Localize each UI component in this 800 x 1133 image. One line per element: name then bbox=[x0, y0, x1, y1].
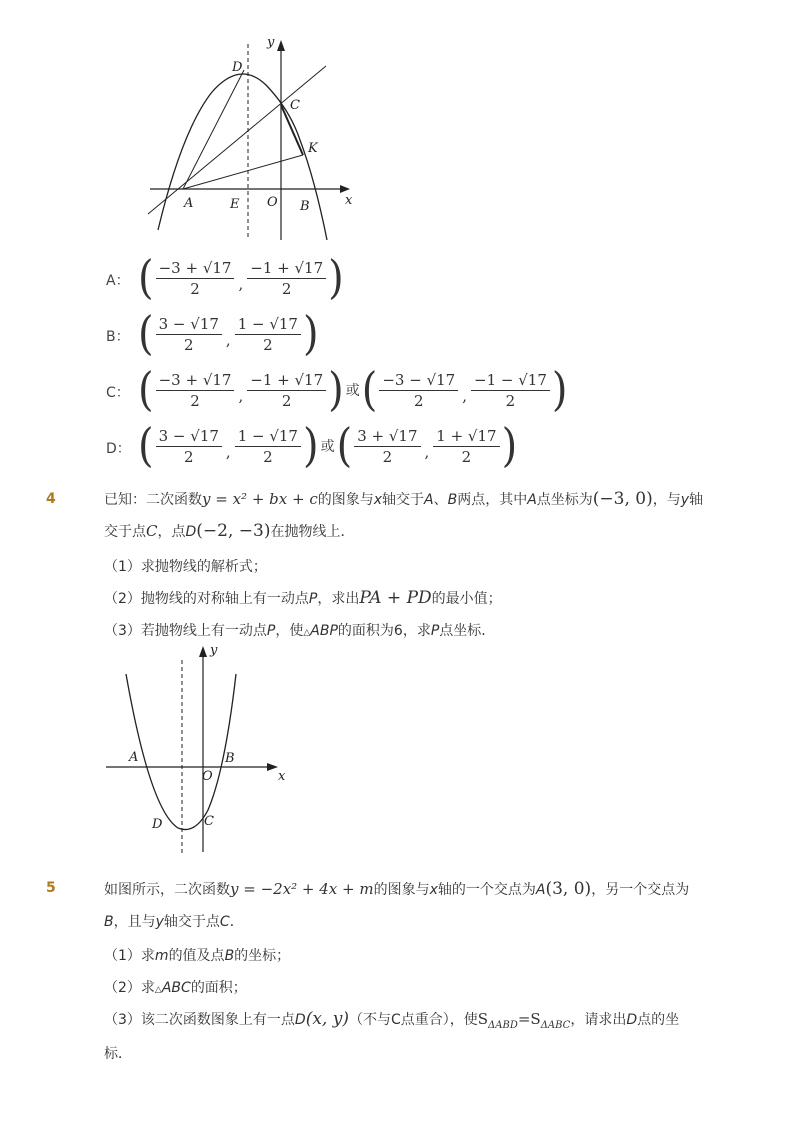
fraction-denominator: 2 bbox=[263, 335, 273, 354]
label-y: y bbox=[210, 643, 218, 658]
y-axis-arrow bbox=[199, 646, 207, 657]
or-text: 或 bbox=[345, 383, 360, 399]
label-b: B bbox=[300, 199, 310, 214]
question-5-number: 5 bbox=[46, 880, 56, 896]
label-o: O bbox=[202, 769, 213, 784]
fraction-denominator: 2 bbox=[263, 447, 273, 466]
option-d-value: ( $\frac{3 - √17}{2}$ , $\frac{1 - √17}{2}$ ) 或 ( $\frac{3 + √17}{2}$ , $\frac{1 + √17}{2}$ ) bbox=[138, 419, 518, 473]
label-k: K bbox=[308, 141, 318, 156]
parabola-curve bbox=[126, 674, 236, 830]
label-e: E bbox=[230, 197, 240, 212]
fraction-denominator: 2 bbox=[183, 447, 194, 466]
option-b-label[interactable]: B： bbox=[106, 329, 130, 345]
fraction-numerator: 3 + √17 bbox=[354, 427, 420, 447]
fraction-denominator: 2 bbox=[505, 391, 516, 410]
fraction-numerator: −3 + √17 bbox=[156, 371, 235, 391]
label-a: A bbox=[184, 196, 194, 211]
q4-line-1: 已知：二次函数y = x² + bx + c的图象与x轴交于A、B两点，其中A点坐标为(−3, 0)，与y轴 bbox=[104, 489, 704, 509]
or-text: 或 bbox=[320, 439, 335, 455]
fraction-numerator: 3 − √17 bbox=[156, 427, 222, 447]
option-b-value: ( $\frac{3 - √17}{2}$ , $\frac{1 - √17}{2}$ ) bbox=[138, 307, 319, 361]
x-axis-arrow bbox=[340, 185, 350, 193]
label-d: D bbox=[152, 817, 163, 832]
fraction-numerator: 1 + √17 bbox=[433, 427, 499, 447]
fraction-numerator: 3 − √17 bbox=[156, 315, 222, 335]
fraction-denominator: 2 bbox=[382, 447, 393, 466]
fraction-numerator: 1 − √17 bbox=[235, 427, 301, 447]
fraction-denominator: 2 bbox=[190, 279, 200, 298]
q5-part-3: （3）该二次函数图象上有一点D(x, y)（不与C点重合），使$S_{\Delta ABD}=S_{\Delta ABC}$，请求出D点的坐 bbox=[104, 1009, 680, 1031]
fraction-denominator: 2 bbox=[281, 391, 292, 410]
q4-part-2: （2）抛物线的对称轴上有一动点P，求出PA + PD的最小值； bbox=[104, 588, 502, 608]
fraction-denominator: 2 bbox=[183, 335, 194, 354]
fraction-numerator: −3 − √17 bbox=[379, 371, 458, 391]
option-a-label[interactable]: A： bbox=[106, 273, 130, 289]
label-a: A bbox=[129, 750, 139, 765]
fraction-numerator: −3 + √17 bbox=[156, 259, 235, 279]
q5-line-2: B，且与y轴交于点C． bbox=[104, 914, 244, 930]
fraction-denominator: 2 bbox=[414, 391, 424, 410]
q5-line-1: 如图所示，二次函数y = −2x² + 4x + m的图象与x轴的一个交点为A(3, 0)，另一个交点为 bbox=[104, 879, 690, 899]
fraction-numerator: −1 + √17 bbox=[247, 371, 326, 391]
option-c-label[interactable]: C： bbox=[106, 385, 130, 401]
label-b: B bbox=[225, 751, 235, 766]
option-c-value: ( $\frac{-3 + √17}{2}$ , $\frac{-1 + √17}{2}$ ) 或 ( $\frac{-3 - √17}{2}$ , $\frac{-1 - √17}{2}$ ) bbox=[138, 363, 568, 417]
fraction-denominator: 2 bbox=[190, 391, 200, 410]
q4-part-3: （3）若抛物线上有一动点P，使△ABP的面积为6，求P点坐标． bbox=[104, 623, 496, 639]
q4-line-2: 交于点C，点D(−2, −3)在抛物线上． bbox=[104, 521, 355, 541]
figure-2-parabola-diagram bbox=[100, 640, 300, 860]
fraction-numerator: −1 − √17 bbox=[471, 371, 550, 391]
q4-part-1: （1）求抛物线的解析式； bbox=[104, 559, 267, 575]
option-d-label[interactable]: D： bbox=[106, 441, 131, 457]
label-c: C bbox=[290, 98, 300, 113]
label-x: x bbox=[345, 193, 353, 208]
line-ak bbox=[183, 155, 303, 189]
fraction-denominator: 2 bbox=[461, 447, 472, 466]
fraction-denominator: 2 bbox=[281, 279, 292, 298]
label-y: y bbox=[267, 35, 275, 50]
x-axis-arrow bbox=[267, 763, 278, 771]
fraction-numerator: −1 + √17 bbox=[247, 259, 326, 279]
question-4-number: 4 bbox=[46, 491, 56, 507]
fraction-numerator: 1 − √17 bbox=[235, 315, 301, 335]
q5-part-2: （2）求△ABC的面积； bbox=[104, 980, 247, 996]
label-d: D bbox=[232, 60, 243, 75]
label-x: x bbox=[278, 769, 286, 784]
option-a-value: ( $\frac{-3 + √17}{2}$ , $\frac{-1 + √17}{2}$ ) bbox=[138, 251, 344, 305]
label-c: C bbox=[204, 814, 214, 829]
y-axis-arrow bbox=[277, 40, 285, 51]
q5-part-1: （1）求m的值及点B的坐标； bbox=[104, 948, 291, 964]
q5-part-3-cont: 标． bbox=[104, 1046, 132, 1062]
line-ac bbox=[148, 66, 326, 214]
parabola-curve bbox=[158, 74, 327, 240]
figure-1-parabola-diagram bbox=[140, 30, 365, 250]
label-o: O bbox=[267, 195, 278, 210]
line-ad bbox=[183, 70, 244, 189]
